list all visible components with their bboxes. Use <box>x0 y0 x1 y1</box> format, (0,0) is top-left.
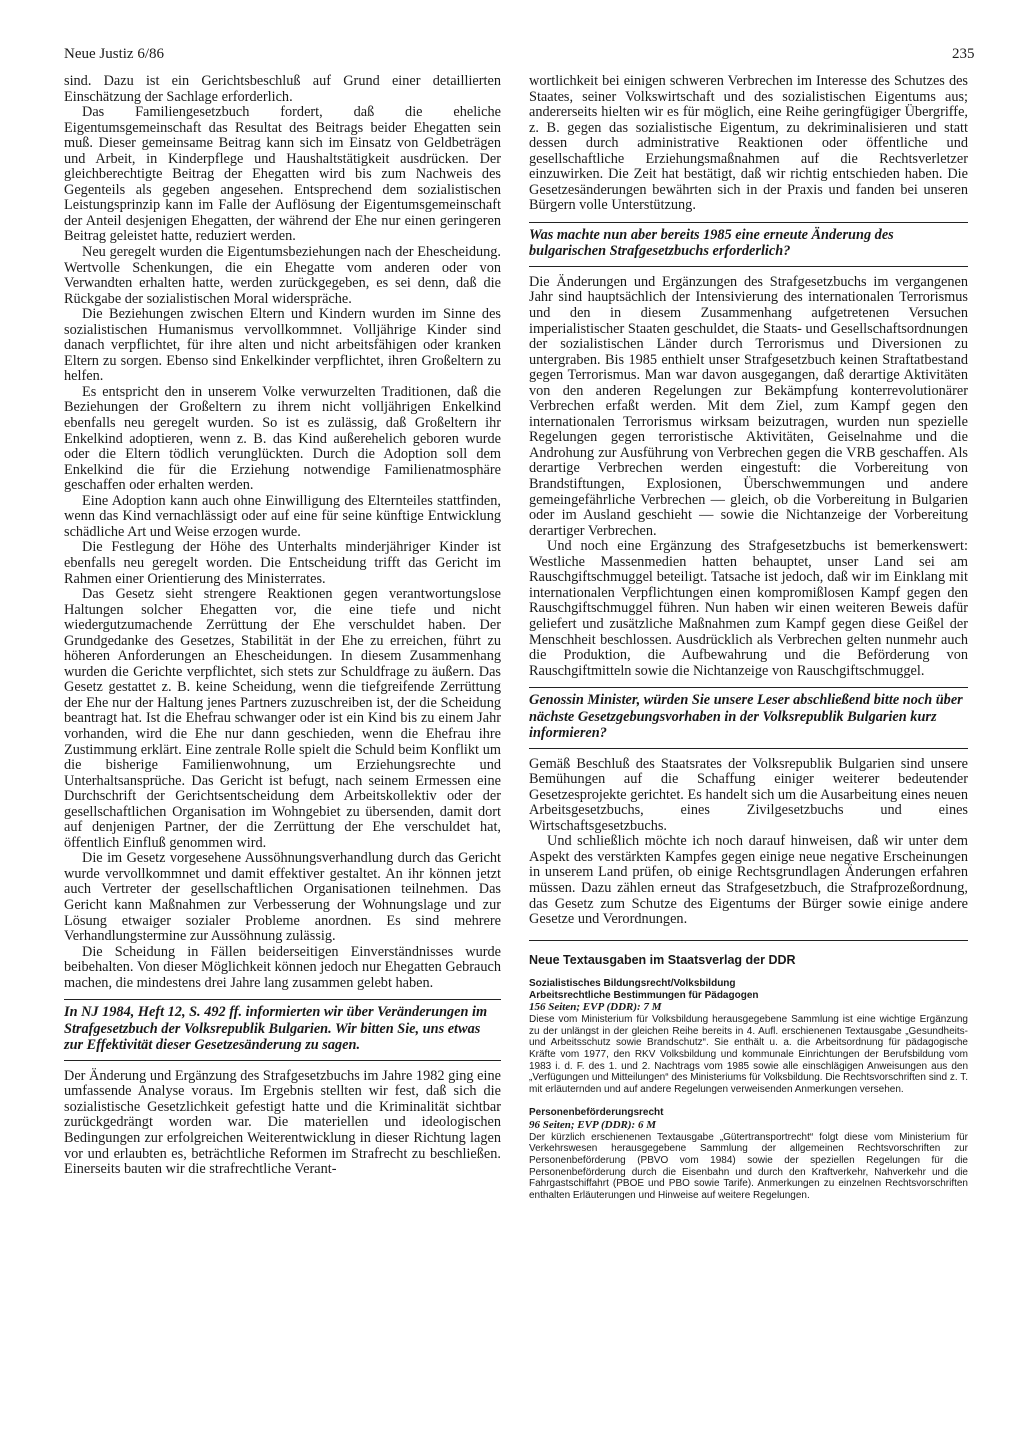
book-meta: 96 Seiten; EVP (DDR): 6 M <box>529 1118 657 1131</box>
paragraph: Die Scheidung in Fällen beiderseitigen Einverständnisses wurde beibehalten. Von dieser Möglichkeit können jedoch nur Ehegatten Gebrauch machen, die mindestens drei Jahre lang zusammen gelebt haben. <box>64 943 501 991</box>
paragraph: wortlichkeit bei einigen schweren Verbrechen im Interesse des Schutzes des Staates, seiner Volkswirtschaft und des sozialistischen Eigentums aus; andererseits hielten wir es für möglich, eine Reihe geringfügiger Übergriffe, z. B. gegen das sozialistische Eigentum, zu dekriminalisieren und statt dessen durch administrative Reaktionen oder öffentliche und gesellschaftliche Erziehungsmaßnahmen auf die Rechtsverletzer einzuwirken. Die Zeit hat bestätigt, daß wir richtig entschieden haben. Die Gesetzesänderungen bewährten sich in der Praxis und fanden bei unseren Bürgern volle Unterstützung. <box>529 73 968 214</box>
book-meta: 156 Seiten; EVP (DDR): 7 M <box>529 1001 662 1014</box>
interview-question: Was machte nun aber bereits 1985 eine erneute Änderung des bulgarischen Strafgesetzbuchs erforderlich? <box>529 222 968 267</box>
interview-answer: Und noch eine Ergänzung des Strafgesetzbuchs ist bemerkenswert: Westliche Massenmedien hatten behauptet, unser Land sei am Rauschgiftschmuggel beteiligt. Tatsache ist jedoch, daß wir im Einklang mit internationalen Verpflichtungen einen kompromißlosen Kampf gegen den Rauschgiftschmuggel führen. Nun haben wir einen weiteren Beweis dafür geliefert und zusätzliche Maßnahmen zum Kampf gegen diese Geißel der Menschheit beschlossen. Ausdrücklich als Verbrechen gelten nunmehr auch die Produktion, die Aufbewahrung und die Beförderung von Rauschgiftmitteln sowie die Nichtanzeige von Rauschgiftschmuggel. <box>529 538 968 679</box>
interview-answer: Gemäß Beschluß des Staatsrates der Volksrepublik Bulgarien sind unsere Bemühungen auf die Schaffung einiger weiterer bedeutender Gesetzesprojekte gerichtet. Es handelt sich um die Ausarbeitung eines neuen Arbeitsgesetzbuchs, eines Zivilgesetzbuchs und eines Wirtschaftsgesetzbuchs. <box>529 755 968 834</box>
paragraph: Neu geregelt wurden die Eigentumsbeziehungen nach der Ehescheidung. Wertvolle Schenkungen, die ein Ehegatte vom anderen oder von Verwandten erhalten hatte, werden zurückgegeben, es sei denn, daß die Rückgabe der sozialistischen Moral widerspräche. <box>64 244 501 307</box>
paragraph: sind. Dazu ist ein Gerichtsbeschluß auf Grund einer detaillierten Einschätzung der Sachlage erforderlich. <box>64 73 501 105</box>
interview-answer: Der Änderung und Ergänzung des Strafgesetzbuchs im Jahre 1982 ging eine umfassende Analyse voraus. Im Ergebnis stellten wir fest, daß sich die sozialistische Gesetzlichkeit gefestigt hatte und die Kriminalität sichtbar zurückgedrängt worden war. Die materiellen und ideologischen Bedingungen zur erfolgreichen Weiterentwicklung in dieser Richtung lagen vor und erlaubten es, beträchtliche Reformen im Strafrecht zu beschließen. Einerseits bauten wir die strafrechtliche Verant- <box>64 1067 501 1178</box>
paragraph: Das Familiengesetzbuch fordert, daß die eheliche Eigentumsgemeinschaft das Resultat des Beitrags beider Ehegatten sein muß. Dieser gemeinsame Beitrag kann sich im Einsatz von Geldbeträgen und Arbeit, in Kinderpflege und Haushaltstätigkeit ausdrücken. Der gleichberechtigte Beitrag der Ehegatten wird bis zum Nachweis des Gegenteils als gegeben angesehen. Entsprechend dem sozialistischen Leistungsprinzip kann im Falle der Auflösung der Eigentumsgemeinschaft der Anteil desjenigen Ehegatten, der während der Ehe nur einen geringeren Beitrag geleistet hatte, reduziert werden. <box>64 104 501 245</box>
books-section <box>529 953 968 1202</box>
section-divider <box>529 940 968 941</box>
right-column <box>529 74 968 1207</box>
running-header: Neue Justiz 6/86 <box>64 46 164 62</box>
left-column <box>64 74 501 1178</box>
books-heading: Neue Textausgaben im Staatsverlag der DDR <box>529 952 796 967</box>
paragraph: Die Festlegung der Höhe des Unterhalts minderjähriger Kinder ist ebenfalls neu geregelt worden. Die Entscheidung trifft das Gericht im Rahmen einer Orientierung des Ministerrates. <box>64 539 501 587</box>
book-entry <box>529 1107 968 1201</box>
book-description: Diese vom Ministerium für Volksbildung herausgegebene Sammlung ist eine wichtige Ergänzung zu der unlängst in der gleichen Reihe bereits in 4. Aufl. erschienenen Textausgabe „Gesundheits- und Arbeitsschutz sowie Brandschutz“. Sie enthält u. a. die Arbeitsordnung für pädagogische Kräfte vom 1977, den RKV Volksbildung und kommunale Einrichtungen der Berufsbildung vom 1983 i. d. F. des 1. und 2. Nachtrags vom 1985 sowie alle einschlägigen Anweisungen aus den „Verfügungen und Mitteilungen“ des Ministeriums für Volksbildung. Die Rechtsvorschriften sind z. T. mit erläuternden und auf andere Regelungen verweisenden Anmerkungen versehen. <box>529 1014 968 1095</box>
interview-question: In NJ 1984, Heft 12, S. 492 ff. informierten wir über Veränderungen im Strafgesetzbuch der Volksrepublik Bulgarien. Wir bitten Sie, uns etwas zur Effektivität dieser Gesetzesänderung zu sagen. <box>64 999 501 1061</box>
paragraph: Die im Gesetz vorgesehene Aussöhnungsverhandlung durch das Gericht wurde vervollkommnet und damit effektiver gestaltet. An ihr können jetzt auch Vertreter der gesellschaftlichen Organisationen teilnehmen. Das Gericht kann Maßnahmen zur Verbesserung der Wohnungslage und zur Lösung etwaiger sozialer Probleme anordnen. Es sind mehrere Verhandlungstermine zur Aussöhnung zulässig. <box>64 850 501 945</box>
paragraph: Die Beziehungen zwischen Eltern und Kindern wurden im Sinne des sozialistischen Humanismus vervollkommnet. Volljährige Kinder sind danach verpflichtet, für ihre alten und nicht arbeitsfähigen oder kranken Eltern zu sorgen. Ebenso sind Enkelkinder verpflichtet, ihren Großeltern zu helfen. <box>64 306 501 385</box>
book-title: Sozialistisches Bildungsrecht/Volksbildung Arbeitsrechtliche Bestimmungen für Pädagogen <box>529 978 759 1001</box>
book-entry <box>529 978 968 1095</box>
page-number: 235 <box>952 46 975 62</box>
interview-question: Genossin Minister, würden Sie unsere Leser abschließend bitte noch über nächste Gesetzgebungsvorhaben in der Volksrepublik Bulgarien kurz informieren? <box>529 687 968 749</box>
interview-answer: Die Änderungen und Ergänzungen des Strafgesetzbuchs im vergangenen Jahr sind hauptsächlich der Intensivierung des internationalen Terrorismus und den in diesem Zusammenhang aufgetretenen Versuchen imperialistischer Staaten geschuldet, die Staats- und Gesellschaftsordnungen der sozialistischen Länder durch Terrorismus und Diversionen zu untergraben. Bis 1985 enthielt unser Strafgesetzbuch keinen Straftatbestand gegen Terrorismus. Man war davon ausgegangen, daß derartige Aktivitäten von den anderen Regelungen zur Bekämpfung konterrevolutionärer Verbrechen erfaßt werden. Mit dem Ziel, zum Kampf gegen den internationalen Terrorismus wirksam beizutragen, wurden nun spezielle Regelungen gegen terroristische Aktivitäten, Geiselnahme und die Androhung zur Ausführung von Verbrechen gegen die VRB geschaffen. Als derartige Verbrechen werden eingestuft: die Vorbereitung von Brandstiftungen, Explosionen, Überschwemmungen und andere gemeingefährliche Verbrechen — gleich, ob die Vorbereitung in Bulgarien oder im Ausland geschieht — sowie die Nichtanzeige der Vorbereitung derartiger Verbrechen. <box>529 273 968 539</box>
interview-answer: Und schließlich möchte ich noch darauf hinweisen, daß wir unter dem Aspekt des verstärkten Kampfes gegen einige neue negative Erscheinungen in unserem Land prüfen, ob einige Rechtsgrundlagen Änderungen erfahren müssen. Dazu zählen erneut das Strafgesetzbuch, die Strafprozeßordnung, das Gesetz zum Schutze des Eigentums der Bürger sowie einige andere Gesetze und Verordnungen. <box>529 833 968 928</box>
paragraph: Es entspricht den in unserem Volke verwurzelten Traditionen, daß die Beziehungen der Großeltern zu ihrem nicht volljährigen Enkelkind ebenfalls neu geregelt wurden. So ist es zulässig, daß Großeltern ihr Enkelkind adoptieren, wenn z. B. das Kind außerehelich geboren wurde oder die Eltern tödlich verunglückten. Durch die Adoption soll dem Enkelkind die für die Erziehung notwendige Familienatmosphäre geschaffen oder erhalten werden. <box>64 383 501 494</box>
paragraph: Das Gesetz sieht strengere Reaktionen gegen verantwortungslose Haltungen solcher Ehegatten vor, die eine tiefe und nicht wiedergutzumachende Zerrüttung der Ehe verschuldet haben. Der Grundgedanke des Gesetzes, Stabilität in der Ehe zu erreichen, führt zu höheren Anforderungen an Ehescheidungen. In diesem Zusammenhang wurden die Gerichte verpflichtet, sich stets zur Schuldfrage zu äußern. Das Gesetz gestattet z. B. keine Scheidung, wenn die tiefgreifende Zerrüttung der Ehe nur der Haltung jenes Partners zuzuschreiben ist, der die Scheidung beantragt hat. Ist die Ehefrau schwanger oder ist ein Kind bis zu einem Jahr vorhanden, wird die Ehe nur dann geschieden, wenn die Ehefrau ihre Zustimmung erklärt. Eine zentrale Rolle spielt die Schuld beim Konflikt um die bisherige Familienwohnung, um Erziehungsrechte und Unterhaltsansprüche. Das Gericht ist befugt, nach seinem Ermessen eine Durchschrift der Gerichtsentscheidung dem Arbeitskollektiv oder der gesellschaftlichen Organisation im Wohngebiet zu übersenden, damit dort auf denjenigen Partner, der die Zerrüttung der Ehe verschuldet hat, öffentlich Einfluß genommen wird. <box>64 586 501 851</box>
book-description: Der kürzlich erschienenen Textausgabe „Gütertransportrecht“ folgt diese vom Ministerium für Verkehrswesen herausgegebene Sammlung der allgemeinen Rechtsvorschriften zur Personenbeförderung (PBVO vom 1984) sowie der speziellen Regelungen für die Personenbeförderung durch die Eisenbahn und durch den Kraftverkehr, Nahverkehr und die Fahrgastschiffahrt (PBOE und PBO sowie Tarife). Anmerkungen zu einzelnen Rechtsvorschriften enthalten Erläuterungen und Hinweise auf weitere Regelungen. <box>529 1131 968 1201</box>
paragraph: Eine Adoption kann auch ohne Einwilligung des Elternteiles stattfinden, wenn das Kind vernachlässigt oder auf eine für seine künftige Entwicklung schädliche Art und Weise erzogen wurde. <box>64 492 501 540</box>
book-title: Personenbeförderungsrecht <box>529 1107 664 1119</box>
